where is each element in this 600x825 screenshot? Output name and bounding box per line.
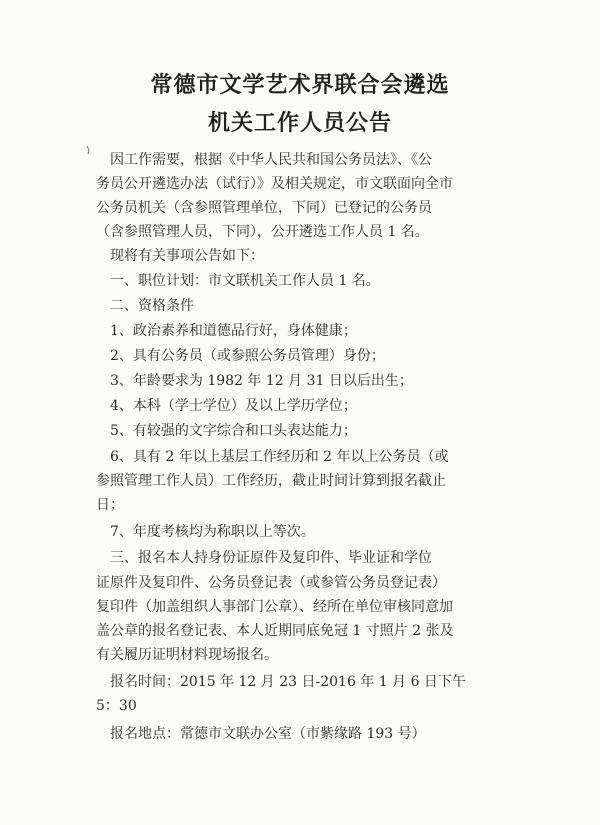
title-line-2: 机关工作人员公告 [207,111,392,136]
body-line: 5、有较强的文字综合和口头表达能力； [96,423,357,439]
body-line: 2、具有公务员（或参照公务员管理）身份； [96,348,385,364]
body-line: 4、本科（学士学位）及以上学历学位； [96,398,357,414]
body-line: 有关履历证明材料现场报名。 [96,647,278,663]
body-line: 1、政治素养和道德品行好，身体健康； [96,323,357,339]
body-line: 参照管理工作人员）工作经历，截止时间计算到报名截止 [96,473,446,489]
body-line: 三、报名本人持身份证原件及复印件、毕业证和学位 [96,550,432,566]
body-line: 一、职位计划：市文联机关工作人员 1 名。 [96,273,380,289]
body-line: 因工作需要，根据《中华人民共和国公务员法》、《公 [96,152,432,168]
body-line: 证原件及复印件、公务员登记表（或参管公务员登记表） [96,575,446,591]
body-line: （含参照管理人员，下同），公开遴选工作人员 1 名。 [96,224,429,240]
body-line: 现将有关事项公告如下： [96,248,264,264]
body-line: 7、年度考核均为称职以上等次。 [96,524,315,540]
body-line: 公务员机关（含参照管理单位，下同）已登记的公务员 [96,200,432,216]
body-line: 6、具有 2 年以上基层工作经历和 2 年以上公务员（或 [96,449,449,465]
body-line: 二、资格条件 [96,298,194,314]
body-line: 报名时间：2015 年 12 月 23 日-2016 年 1 月 6 日下午 [96,674,466,690]
body-line: 务员公开遴选办法（试行）》及相关规定，市文联面向全市 [96,176,453,192]
body-line: 复印件（加盖组织人事部门公章）、经所在单位审核同意加 [96,599,453,615]
body-line: 盖公章的报名登记表、本人近期同底免冠 1 寸照片 2 张及 [96,623,454,639]
title-line-1: 常德市文学艺术界联合会遴选 [150,73,450,98]
body-line: 5：30 [96,698,137,714]
pen-mark-icon [86,145,92,155]
body-line: 报名地点：常德市文联办公室（市紫缘路 193 号） [96,726,426,742]
body-line: 日； [96,497,124,513]
body-line: 3、年龄要求为 1982 年 12 月 31 日以后出生； [96,373,413,389]
